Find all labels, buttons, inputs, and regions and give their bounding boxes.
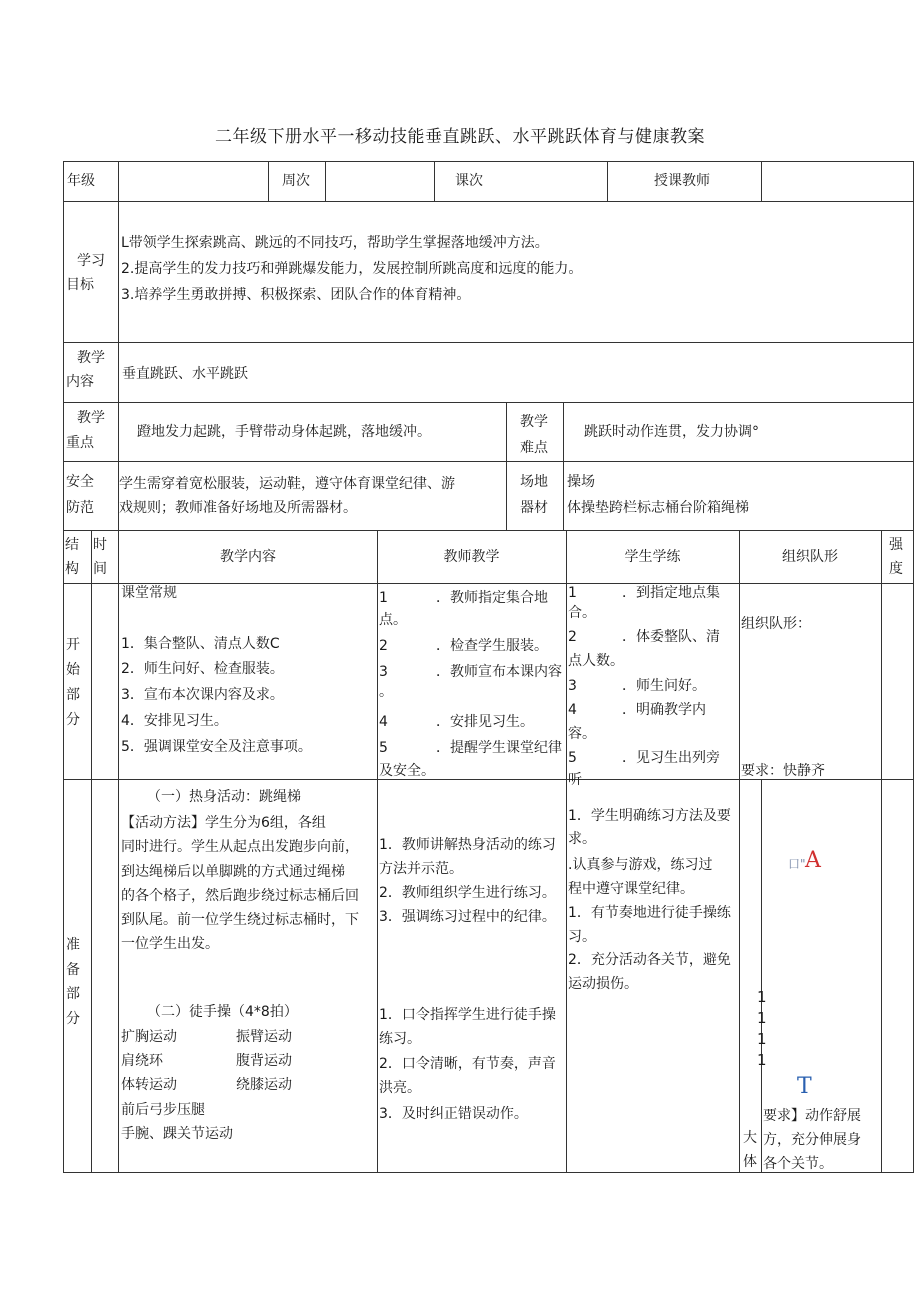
content-label: 教学 (77, 350, 105, 366)
safety-text: 学生需穿着宽松服装，运动鞋，遵守体育课堂纪律、游 (119, 476, 455, 492)
lesson-label: 课次 (455, 173, 483, 189)
gym-item: 肩绕环 (121, 1053, 163, 1069)
warmup-line: 一位学生出发。 (121, 936, 219, 952)
grid-line (506, 402, 507, 530)
start-student-line: ．见习生出列旁 (622, 750, 720, 766)
venue-label: 器材 (520, 500, 548, 516)
page-title: 二年级下册水平一移动技能垂直跳跃、水平跳跃体育与健康教案 (215, 127, 705, 147)
difficulty-label: 难点 (520, 440, 548, 456)
prep-teacher-line: 3．强调练习过程中的纪律。 (379, 909, 556, 925)
content-text: 垂直跳跃、水平跳跃 (122, 366, 248, 382)
start-teacher-line: 及安全。 (379, 763, 435, 779)
prep-teacher-line: 方法并示范。 (379, 861, 463, 877)
prep-teacher-line: 1．教师讲解热身活动的练习 (379, 837, 556, 853)
prep-student-line: 程中遵守课堂纪律。 (568, 881, 694, 897)
objective-item: 3.培养学生勇敢拼搏、积极探索、团队合作的体育精神。 (121, 287, 471, 303)
warmup-line: 的各个格子，然后跑步绕过标志桶后回 (121, 888, 359, 904)
prep-teacher-line: 洪亮。 (379, 1080, 421, 1096)
warmup-title: （一）热身活动：跳绳梯 (147, 789, 301, 805)
prep-teacher-line: 练习。 (379, 1031, 421, 1047)
start-formation-label: 组织队形： (741, 616, 811, 632)
prep-teacher-line: 2．教师组织学生进行练习。 (379, 885, 556, 901)
gym-item: 前后弓步压腿 (121, 1102, 205, 1118)
start-student-num: 5 (568, 750, 577, 766)
start-content-line: 4．安排见习生。 (121, 713, 228, 729)
grid-line (63, 530, 914, 531)
prep-student-line: 求。 (568, 831, 596, 847)
grid-line (268, 161, 269, 201)
safety-label: 防范 (66, 500, 94, 516)
safety-text: 戏规则；教师准备好场地及所需器材。 (119, 500, 357, 516)
grid-line (566, 530, 567, 1172)
grid-line (761, 779, 762, 1172)
start-label: 分 (66, 712, 80, 728)
prep-teacher-line: 2．口令清晰，有节奏，声音 (379, 1056, 556, 1072)
formation-side: 体 (743, 1154, 757, 1170)
start-student-line: ．体委整队、清 (622, 629, 720, 645)
start-student-line: ．到指定地点集 (622, 585, 720, 601)
formation-digit: 1 (757, 988, 767, 1006)
col-time: 时 (93, 537, 107, 553)
grid-line (739, 530, 740, 1172)
formation-requirement: 方，充分伸展身 (763, 1132, 861, 1148)
venue-text: 操场 (567, 474, 595, 490)
start-teacher-line: ．检查学生服装。 (436, 638, 548, 654)
start-student-line: 听 (568, 772, 582, 788)
warmup-line: 到达绳梯后以单脚跳的方式通过绳梯 (121, 864, 345, 880)
start-student-num: 4 (568, 702, 577, 718)
start-teacher-line: ．教师宣布本课内容 (436, 664, 562, 680)
grid-line (63, 402, 914, 403)
objectives-label: 目标 (66, 277, 94, 293)
warmup-line: 到队尾。前一位学生绕过标志桶时，下 (121, 912, 359, 928)
grid-line (63, 161, 64, 1172)
formation-digit: 1 (757, 1009, 767, 1027)
col-structure: 构 (65, 561, 79, 577)
grid-line (881, 530, 882, 1172)
col-student: 学生学练 (624, 549, 681, 565)
prep-student-line: .认真参与游戏，练习过 (568, 857, 713, 873)
col-structure: 结 (65, 537, 79, 553)
gym-title: （二）徒手操（4*8拍） (147, 1004, 298, 1020)
formation-letter-a: A (805, 848, 821, 873)
warmup-line: 同时进行。学生从起点出发跑步向前， (121, 839, 359, 855)
gym-item: 手腕、踝关节运动 (121, 1126, 233, 1142)
grid-line (563, 402, 564, 530)
start-label: 部 (66, 687, 80, 703)
start-student-line: 合。 (568, 605, 596, 621)
col-intensity: 强 (889, 537, 903, 553)
formation-mark: 口" (788, 857, 806, 871)
formation-side: 大 (743, 1130, 757, 1146)
prep-student-line: 运动损伤。 (568, 976, 638, 992)
grid-line (63, 161, 914, 162)
grid-line (91, 530, 92, 1172)
prep-student-line: 2．充分活动各关节，避免 (568, 952, 731, 968)
week-label: 周次 (282, 173, 310, 189)
grid-line (63, 342, 914, 343)
prep-teacher-line: 3．及时纠正错误动作。 (379, 1106, 528, 1122)
key-points-text: 蹬地发力起跳，手臂带动身体起跳，落地缓冲。 (137, 424, 431, 440)
grid-line (607, 161, 608, 201)
key-points-label: 教学 (77, 410, 105, 426)
objective-item: L带领学生探索跳高、跳远的不同技巧，帮助学生掌握落地缓冲方法。 (121, 235, 549, 251)
start-teacher-num: 4 (379, 714, 388, 730)
col-formation: 组织队形 (782, 549, 838, 565)
objectives-label: 学习 (77, 253, 105, 269)
teacher-label: 授课教师 (654, 173, 710, 189)
start-content-line: 3．宣布本次课内容及求。 (121, 687, 284, 703)
col-time: 间 (93, 561, 107, 577)
start-teacher-line: 。 (379, 684, 393, 700)
start-student-num: 1 (568, 585, 577, 601)
start-teacher-line: ．教师指定集合地 (436, 590, 548, 606)
grid-line (377, 530, 378, 1172)
gym-item: 腹背运动 (236, 1053, 292, 1069)
grid-line (63, 583, 914, 584)
start-content-line: 5．强调课堂安全及注意事项。 (121, 739, 312, 755)
grid-line (434, 161, 435, 201)
warmup-line: 【活动方法】学生分为6组，各组 (121, 815, 326, 831)
start-formation-requirement: 要求：快静齐 (741, 763, 825, 779)
prep-student-line: 1．学生明确练习方法及要 (568, 808, 731, 824)
prep-label: 备 (66, 962, 80, 978)
grid-line (63, 201, 914, 202)
grid-line (118, 161, 119, 201)
start-label: 开 (66, 637, 80, 653)
start-teacher-num: 1 (379, 590, 388, 606)
start-student-line: ．明确教学内 (622, 702, 706, 718)
start-student-num: 2 (568, 629, 577, 645)
grade-label: 年级 (67, 173, 95, 189)
start-student-line: 点人数。 (568, 653, 624, 669)
start-content-line: 课堂常规 (121, 585, 177, 601)
gym-item: 振臂运动 (236, 1029, 292, 1045)
grid-line (325, 161, 326, 201)
start-teacher-num: 5 (379, 740, 388, 756)
start-teacher-num: 3 (379, 664, 388, 680)
start-content-line: 2．师生问好、检查服装。 (121, 661, 284, 677)
start-content-line: 1．集合整队、清点人数C (121, 636, 280, 652)
gym-item: 体转运动 (121, 1077, 177, 1093)
venue-label: 场地 (520, 474, 548, 490)
formation-requirement: 各个关节。 (763, 1156, 833, 1172)
prep-teacher-line: 1．口令指挥学生进行徒手操 (379, 1007, 556, 1023)
col-teacher: 教师教学 (443, 549, 500, 565)
start-teacher-line: 点。 (379, 612, 407, 628)
formation-letter-t: T (797, 1074, 812, 1099)
grid-line (761, 161, 762, 201)
content-label: 内容 (66, 374, 94, 390)
key-points-label: 重点 (66, 435, 94, 451)
difficulty-label: 教学 (520, 414, 548, 430)
difficulty-text: 跳跃时动作连贯，发力协调° (584, 424, 759, 440)
formation-digit: 1 (757, 1030, 767, 1048)
safety-label: 安全 (66, 474, 94, 490)
grid-line (63, 461, 914, 462)
start-teacher-line: ．提醒学生课堂纪律 (436, 740, 562, 756)
gym-item: 扩胸运动 (121, 1029, 177, 1045)
objective-item: 2.提高学生的发力技巧和弹跳爆发能力，发展控制所跳高度和远度的能力。 (121, 261, 583, 277)
start-student-line: ．师生问好。 (622, 678, 706, 694)
start-student-line: 容。 (568, 726, 596, 742)
prep-student-line: 1．有节奏地进行徒手操练 (568, 905, 731, 921)
start-label: 始 (66, 662, 80, 678)
formation-digit: 1 (757, 1051, 767, 1069)
prep-student-line: 习。 (568, 929, 596, 945)
prep-label: 部 (66, 986, 80, 1002)
grid-line (118, 530, 119, 1172)
start-teacher-num: 2 (379, 638, 388, 654)
prep-label: 准 (66, 937, 80, 953)
prep-label: 分 (66, 1011, 80, 1027)
grid-line (913, 161, 914, 1172)
start-student-num: 3 (568, 678, 577, 694)
gym-item: 绕膝运动 (236, 1077, 292, 1093)
col-content: 教学内容 (220, 549, 276, 565)
formation-requirement: 要求】动作舒展 (763, 1108, 861, 1124)
col-intensity: 度 (889, 561, 903, 577)
venue-text: 体操垫跨栏标志桶台阶箱绳梯 (567, 500, 749, 516)
start-teacher-line: ．安排见习生。 (436, 714, 534, 730)
